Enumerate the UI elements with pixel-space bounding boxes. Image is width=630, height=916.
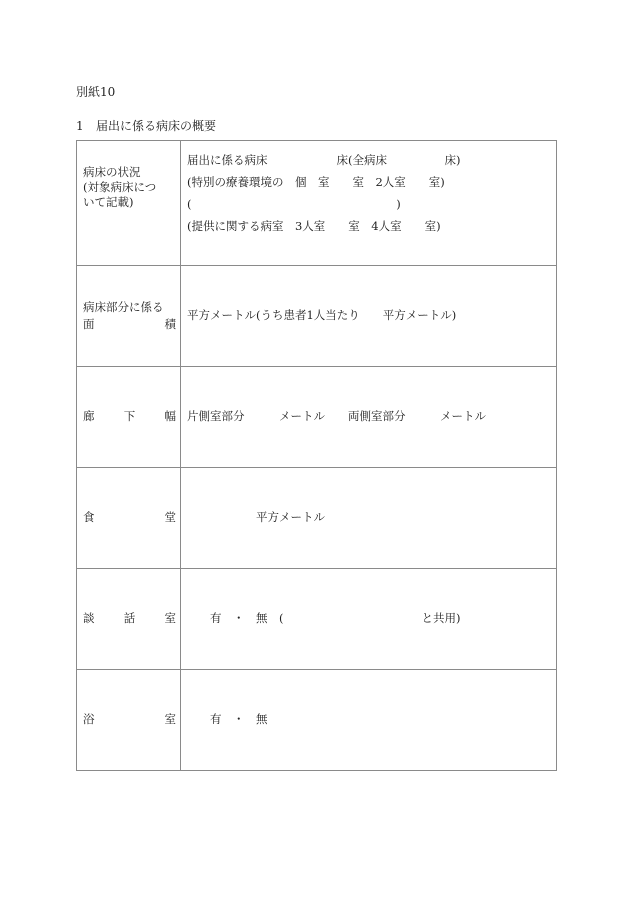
label-line [83,316,176,333]
row-label-bed-status [77,141,181,266]
value-line: 届出に係る病床 床(全病床 床) [187,153,461,167]
row-label-lounge [77,569,181,670]
label-char: 下 [123,409,136,424]
value-line: (提供に関する病室 3人室 室 4人室 室) [187,219,441,233]
label-char: 面 [83,317,95,331]
row-value-bathroom[interactable]: 有 ・ 無 [181,670,557,771]
table-row-dining-room [77,468,557,569]
value-line: (特別の療養環境の 個 室 室 2人室 室) [187,175,445,189]
label-line: 病床部分に係る [83,299,164,314]
label-char: 室 [164,712,176,727]
label-char: 話 [123,611,136,626]
label-line: 病床の状況 [83,165,141,179]
label-char: 食 [83,510,95,525]
label-char: 浴 [83,712,95,727]
table-row-bed-area [77,266,557,367]
row-label-dining-room [77,468,181,569]
label-line: (対象病床につ [83,180,157,194]
row-label-bed-area [77,266,181,367]
label-char: 廊 [83,409,95,424]
table-row-bathroom [77,670,557,771]
label-char: 室 [164,611,176,626]
row-label-corridor-width [77,367,181,468]
document-label: 別紙10 [76,85,116,99]
row-value-lounge[interactable]: 有 ・ 無 ( と共用) [181,569,557,670]
table-row-corridor-width [77,367,557,468]
row-value-bed-status[interactable] [181,141,557,266]
label-char: 積 [164,317,176,331]
row-value-bed-area[interactable]: 平方メートル(うち患者1人当たり 平方メートル) [181,266,557,367]
label-char: 談 [83,611,95,626]
section-number: 1 [76,119,84,133]
section-title-text: 届出に係る病床の概要 [96,119,217,133]
section-title [76,117,216,134]
row-label-bathroom [77,670,181,771]
label-char: 堂 [164,510,176,525]
label-line: いて記載) [83,195,134,209]
value-line: ( ) [187,197,401,211]
bed-overview-table [76,140,557,771]
row-value-corridor-width[interactable]: 片側室部分 メートル 両側室部分 メートル [181,367,557,468]
row-value-dining-room[interactable]: 平方メートル [181,468,557,569]
table-row-lounge [77,569,557,670]
label-char: 幅 [164,409,176,424]
table-row-bed-status [77,141,557,266]
